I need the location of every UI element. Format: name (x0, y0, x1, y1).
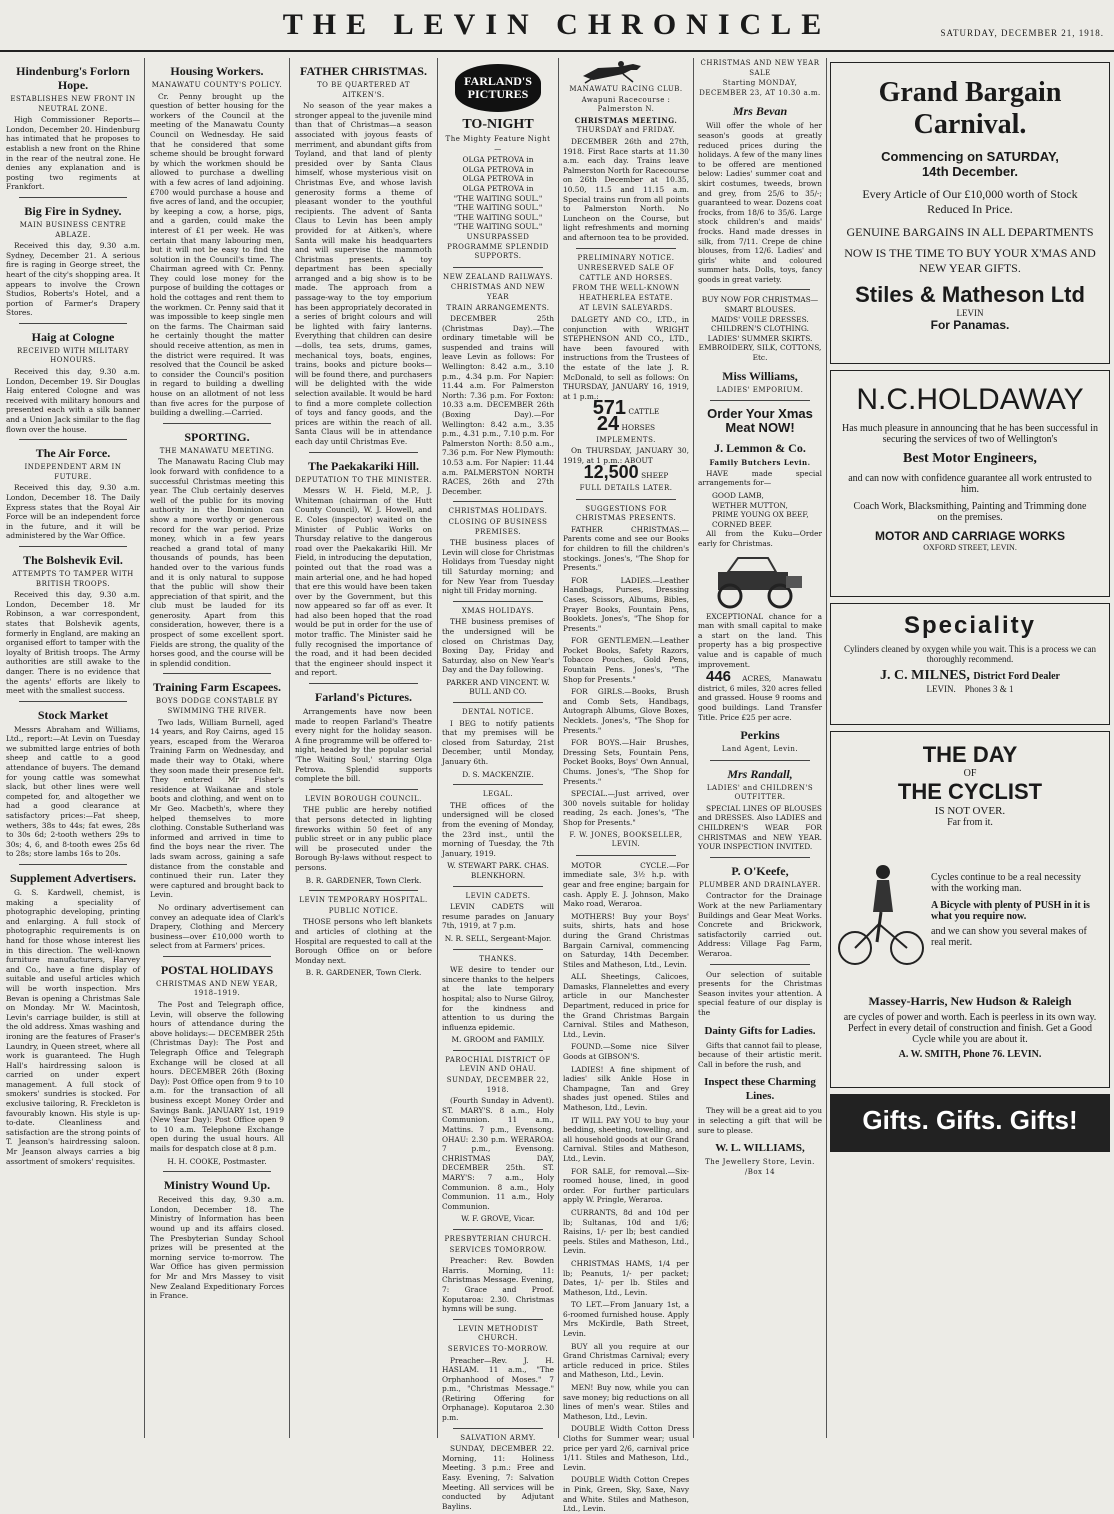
xmas-line: EMBROIDERY, SILK, COTTONS, Etc. (698, 343, 822, 363)
ww-name: W. L. WILLIAMS, (715, 1142, 805, 1155)
feature-line: OLGA PETROVA in (462, 155, 534, 165)
subhead: ESTABLISHES NEW FRONT IN NEUTRAL ZONE. (10, 95, 136, 113)
classified-ad: DOUBLE Width Cotton Crepes in Pink, Green, Sky, Saxe, Navy and White. Stiles and Matheson, Ltd., Levin. (563, 1475, 689, 1514)
notice-head: LEVIN BOROUGH COUNCIL. (305, 794, 422, 803)
feature-line: "THE WAITING SOUL." (453, 222, 543, 232)
masthead (0, 0, 1114, 52)
subhead: DEPUTATION TO THE MINISTER. (295, 475, 432, 484)
headline-haig: Haig at Cologne (31, 329, 115, 344)
suggestion-item: FOR GENTLEMEN.—Leather Pocket Books, Safety Razors, Tobacco Pouches, Gold Pens, Fountain Pens. Jones's, "The Shop for Presents." (563, 636, 689, 684)
farlands-logo: FARLAND'S PICTURES (455, 64, 541, 112)
masthead-date: SATURDAY, DECEMBER 21, 1918. (940, 28, 1104, 38)
cattle-count: 571 (592, 397, 627, 420)
meat-item: PRIME YOUNG OX BEEF, (712, 510, 809, 520)
sheep-count: 12,500 (583, 462, 639, 483)
headline-farlands: Farland's Pictures. (314, 690, 413, 705)
headline-air-force: The Air Force. (35, 446, 111, 461)
notice-body: THE public are hereby notified that persons detected in lighting fireworks within 50 feet of any public street or in any public place will be prosecuted under the Borough By-laws without respect to persons. (295, 805, 432, 872)
subhead: MAIN BUSINESS CENTRE ABLAZE. (19, 220, 127, 239)
ad-gifts-banner: Gifts. Gifts. Gifts! (830, 1094, 1110, 1152)
article-body: Two lads, William Burnell, aged 14 years, and Roy Cairns, aged 15 years, escaped from the Weraroa Training Farm on Wednesday, and made their way to Otaki, where they soon made their presence felt. They entered Mr Fisher's residence at Waikanae and stole boots and clothing, and went on to Mr Geo. Macbeth's, where they helped themselves to more clothing. Constable Sutherland was informed and arrived in time to find the boys near the river. The lads swam across, gaining a safe distance from the constable and continued their run. Later they were captured and brought back to Levin. (150, 717, 284, 900)
feature-line: OLGA PETROVA in (462, 164, 534, 174)
headline-ministry: Ministry Wound Up. (163, 1178, 271, 1193)
classified-ad: MEN! Buy now, while you can save money; big reductions on all lines of men's wear. Stiles and Matheson, Ltd., Levin. (563, 1383, 689, 1421)
article-body: Cr. Penny brought up the question of better housing for the workers of the Council at the meeting of the Manawatu County Council on Wednesday. He said that he considered that some scheme should be brought forward by which the workmen should be allowed to purchase a dwelling with a few acres of land adjoining. £700 would purchase a house and five acres of land, and the occupier, by keeping a cow, a horse, pigs, and a garden, could make the interest of £1 per week. He was certain that many labouring men, but it will not be easy to find the solution in the Council's time. The Chairman agreed with Cr. Penny. They could lose money for the purpose of building the cottages or hold the cottages and rent them to the workmen. Cr. Penny said that it was impossible to keep single men on the farms. The Chairman said he certainly thought the matter should receive attention, as men in the district were required. It was resolved that the Council be asked to consider the Council's position in regard to building a dwelling house on an allotment of not less than five acres for the purpose of building a dwelling.—Carried. (150, 91, 284, 418)
article-body: Received this day, 9.30 a.m. London, December 18. The Daily Express states that the Royal Air Force will be an independent force in the future, and it will be administered by the War Office. (6, 483, 140, 541)
notice-sub: PUBLIC NOTICE. (328, 906, 399, 915)
headline-escapees: Training Farm Escapees. (152, 680, 282, 695)
cyclist-illustration (837, 852, 927, 972)
headline-hindenburg: Hindenburg's Forlorn Hope. (16, 64, 130, 92)
column-1 (6, 58, 140, 1438)
article-body: Arrangements have now been made to reopen Farland's Theatre every night for the holiday season. A fine programme will be offered to-night, headed by the popular serial 'The Waiting Soul,' starring Olga Petrova. Splendid supports complete the bill. (295, 707, 432, 784)
classified-ad: FOR SALE, for removal.—Six-roomed house, lined, in good order. For further particulars apply W. Pringle, Weraroa. (563, 1166, 689, 1205)
subhead: ATTEMPTS TO TAMPER WITH BRITISH TROOPS. (12, 569, 134, 588)
subhead: THE MANAWATU MEETING. (159, 446, 275, 455)
column-2 (150, 58, 284, 1438)
article-body: High Commissioner Reports— London, December 20. Hindenburg has intimated that he proposes to establish a new front on the Rhine in the rear of the neutral zone. He denies any explanation and is posting two regiments at Frankfort. (6, 115, 140, 192)
classified-ads (563, 861, 689, 1514)
tonight-sub: The Mighty Feature Night— (445, 135, 551, 153)
article-body: Received this day, 9.30 a.m. Sydney, December 21. A serious fire is raging in George street, the heart of the city's shopping area. It appears to involve the Crown Studios, Roberts's Hotel, and a portion of Farmer's Drapery Stores. (6, 241, 140, 318)
article-body: No season of the year makes a stronger appeal to the juvenile mind than that of Christmas—a season associated with joyous feasts of merriment, and abundant gifts from Toyland, and that land of plenty presided over by Santa Claus himself, whose mysterious visit on Christmas Eve, and whose lavish generosity forms a theme of pleasant wonder to the youthful recipients. The advent of Santa Claus to Levin has been amply provided for at Aitken's, where Santa will make his headquarters and will supervise the mammoth Christmas presents. A toy department has been specially arranged and a big show is to be made. The approach from a passage-way to the toy emporium has been appropriately decorated in a series of bright colours and will be lighted with fairy lanterns. Everything that children can desire—dolls, tea sets, drums, games, mechanical toys, boats, engines, trains, books and picture books—will be found there, and purchasers will be delighted with the wide selection available. It would be hard to find a more complete collection of toys and fancy goods, and the prices are within the reach of all. Santa Claus will be in attendance each day until Christmas Eve. (295, 101, 432, 446)
feature-line: "THE WAITING SOUL." (453, 203, 543, 213)
subhead: TO BE QUARTERED AT AITKEN'S. (316, 81, 411, 99)
subhead: MANAWATU COUNTY'S POLICY. (151, 81, 283, 89)
headline-supplement: Supplement Advertisers. (10, 871, 136, 885)
headline-paekakariki: The Paekakariki Hill. (307, 458, 419, 473)
classified-ad: TO LET.—From January 1st, a 6-roomed furnished house. Apply Mrs McKirdle, Bath Street, Levin. (563, 1300, 689, 1339)
article-body: Received this day, 9.30 a.m. London, December 18. Mr Robinson, a war correspondent, states that Bolshevik agents, formerly in England, are making an organised effort to tamper with the loyalty of British troops. The Army authorities are still awake to the danger. There is no evidence that the agents' efforts are likely to meet with the smallest success. (6, 590, 140, 696)
race-head: MANAWATU RACING CLUB. (569, 85, 683, 93)
motor-car-illustration (698, 552, 822, 612)
perkins-name: Perkins (740, 728, 780, 743)
feature-line: OLGA PETROVA in (462, 183, 534, 193)
column-rule (693, 58, 694, 1438)
column-rule (437, 58, 438, 1438)
subhead: BOYS DODGE CONSTABLE BY SWIMMING THE RIVER. (155, 697, 279, 716)
xmas-line: LADIES' SUMMER SKIRTS. (707, 333, 813, 343)
inspect-lines: Inspect these Charming Lines. (704, 1076, 816, 1103)
classified-ad: MOTOR CYCLE.—For immediate sale, 3½ h.p. with gear and free engine; bargain for cash. Apply E. J. Johnson, Mako Mako road, Weraroa. (563, 860, 689, 909)
xmas-line: SMART BLOUSES. (724, 305, 796, 315)
headline-stock-market: Stock Market (37, 707, 109, 722)
subhead: RECEIVED WITH MILITARY HONOURS. (17, 346, 129, 365)
suggestion-item: FOR GIRLS.—Books, Brush and Comb Sets, Handbags, Autograph Albums, Glove Boxes, Necklets. Jones's, "The Shop for Presents." (563, 687, 689, 735)
headline-father-christmas: FATHER CHRISTMAS. (300, 64, 427, 78)
rail-body: DECEMBER 25th (Christmas Day).—The ordinary timetable will be suspended and trains will leave Levin as follows: For Wellington: 8.42 a.m., 3.10 p.m., 4.34 p.m. For Napier: 11.44 a.m. For Palmerston North: 7.36 p.m. For Foxton: 10.33 a.m. DECEMBER 26th (Boxing Day).—For Wellington: 8.42 a.m., 3.35 p.m., 4.31 p.m., 7.10 p.m. For Palmerston North: 8.50 a.m., 7.36 p.m. For New Plymouth: 10.53 a.m. For Napier: 11.44 a.m. PALMERSTON NORTH RACES, 26th and 27th December. (442, 314, 554, 496)
classified-ad: BUY all you require at our Grand Christmas Carnival; every article reduced in price. Stiles and Matheson, Ltd., Levin. (563, 1341, 689, 1380)
feature-line: "THE WAITING SOUL." (453, 193, 543, 203)
classified-ad: CURRANTS, 8d and 10d per lb; Sultanas, 10d and 1/6; Raisins, 1/- per lb; best candied peels. Stiles and Matheson, Ltd., Levin. (563, 1207, 689, 1256)
rail-head: NEW ZEALAND RAILWAYS. (443, 272, 553, 281)
headline-bolshevik: The Bolshevik Evil. (23, 552, 123, 567)
suggestion-item: FATHER CHRISTMAS.—Parents come and see our Books for children to fill the children's stockings. Jones's, "The Shop for Presents." (563, 524, 689, 573)
xmas-line: BUY NOW FOR CHRISTMAS— (701, 295, 819, 305)
meat-item: GOOD LAMB, (712, 491, 764, 500)
article-body: The Manawatu Racing Club may look forward with confidence to a successful Christmas meeting this year. The Club certainly deserves well of the public for its moving authority in the Dominion can show a more worthy or generous record for the war period. Prize money, which in a few years reached a grand total of many thousands of pounds, has been handed over to the various funds and it is only natural to suppose that the public will show their appreciation of that spirit, and the club must be lauded for its generosity. Apart from this consideration, however, there is a prospect of some excellent sport. Fields are strong, the quality of the horses good, and the course will be in splendid condition. (150, 457, 284, 668)
article-body: G. S. Kardwell, chemist, is making a speciality of photographic developing, printing and enlarging. A full stock of photographic requirements is on hand for those whose interest lies in this direction. The well-known furniture manufacturers, Harvey and Co., have a fine display of suitable and useful articles which will be worth inspection. Mrs Bevan is opening a Christmas Sale on Monday. Mr W. Macintosh, Levin's carriage builder, is still at the old address. Xmas washing and ironing are the features of Fraser's Laundry, in Queen street, where all work is guaranteed. The Hugh Hall's hairdressing saloon is carried on under expert management. A full stock of smokers' sundries is stocked. For exclusive tailoring, R. Freckleton is favourably known. His style is up-to-date. Cleanliness and satisfaction are the strong points of T. Jeanson's hairdressing saloon. Mr Jeanson always carries a big assortment of smokers' requisites. (6, 888, 140, 1166)
feature-line: OLGA PETROVA in (462, 174, 534, 184)
williams-name: Miss Williams, (722, 368, 798, 383)
acres-count: 446 (706, 668, 732, 686)
classified-ad: IT WILL PAY YOU to buy your bedding, sheeting, towelling, and all household goods at our Grand Carnival. Stiles and Matheson, Ltd., Levin. (563, 1115, 689, 1163)
headline-fire: Big Fire in Sydney. (24, 203, 122, 218)
tonight-heading: TO-NIGHT (462, 117, 534, 132)
article-body: Received this day, 9.30 a.m. London, December 19. Sir Douglas Haig entered Cologne and was received with military honours and presented each with a silk banner and a Union Jack similar to the flag flown over the house. (6, 367, 140, 434)
suggestion-item: SPECIAL.—Just arrived, over 300 novels suitable for holiday reading, 2s each. Jones's, "The Shop for Presents." (563, 789, 689, 827)
masthead-title: THE LEVIN CHRONICLE (282, 8, 832, 41)
suggestion-item: FOR LADIES.—Leather Handbags, Purses, Dressing Cases, Scissors, Albums, Bibles, Prayer Books, Fountain Pens, Booklets. Jones's, "The Shop for Presents." (563, 575, 689, 633)
racehorse-illustration (563, 58, 683, 84)
column-5: MANAWATU RACING CLUB. Awapuni Racecourse : Palmerston N. CHRISTMAS MEETING. THURSDAY and FRIDAY. DECEMBER 26th and 27th, 1918. First Race starts at 11.30 a.m. each day. Trains leave Palmerston North for Racecourse on 26th December at 10.35, 10.50, 11.5 and 11.15 a.m. Special trains run from all points to Palmerston North. No Luncheon on the Course, but light refreshments and morning and afternoon tea to be provided. PRELIMINARY NOTICE. UNRESERVED SALE OF CATTLE AND HORSES. FROM THE WELL-KNOWN HEATHERLEA ESTATE. AT LEVIN SALEYARDS. DALGETY AND CO., LTD., in conjunction with WRIGHT STEPHENSON AND CO., LTD., have been favoured with instructions from the Trustees of the estate of the late J. R. McDonald, to sell as follows: On THURSDAY, JANUARY 16, 1919, at 1 p.m.: 571 CATTLE 24 HORSES IMPLEMENTS. On THURSDAY, JANUARY 30, 1919, at 1 p.m.: ABOUT 12,500 SHEEP FULL DETAILS LATER. SUGGESTIONS FOR CHRISTMAS PRESENTS. FATHER CHRISTMAS.—Parents come and see our Books for children to fill the children's stockings. Jones's, "The Shop for Presents." FOR LADIES.—Leather Handbags, Purses, Dressing Cases, Scissors, Albums, Bibles, Prayer Books, Fountain Pens, Booklets. Jones's, "The Shop for Presents." FOR GENTLEMEN.—Leather Pocket Books, Safety Razors, Tobacco Pouches, Gold Pens, Fountain Pens. Jones's, "The Shop for Presents." FOR GIRLS.—Books, Brush and Comb Sets, Handbags, Autograph Albums, Glove Boxes, Necklets. Jones's, "The Shop for Presents." FOR BOYS.—Hair Brushes, Dressing Sets, Fountain Pens, Pocket Books, Boys' Own Annual, Chums. Jones's, "The Shop for Presents." SPECIAL.—Just arrived, over 300 novels suitable for holiday reading, 2s each. Jones's, "The Shop for Presents." F. W. JONES, BOOKSELLER, LEVIN. MOTOR CYCLE.—For immediate sale, 3½ h.p. with gear and free engine; bargain for cash. Apply E. J. Johnson, Mako Mako road, Weraroa. MOTHERS! Buy your Boys' suits, shirts, hats and hose during the Grand Christmas Bargain Carnival, commencing on Saturday, 14th December. Stiles and Matheson, Ltd., Levin. ALL Sheetings, Calicoes, Damasks, Flannelettes and every article in our Manchester Department, reduced in price for the Grand Christmas Bargain Carnival. Stiles and Matheson, Ltd., Levin. FOUND.—Some nice Silver Goods at GIBSON'S. LADIES! A fine shipment of ladies' silk Ankle Hose in Champagne, Tan and Grey shades just opened. Stiles and Matheson, Ltd., Levin. IT WILL PAY YOU to buy your bedding, sheeting, towelling, and all household goods at our Grand Carnival. Stiles and Matheson, Ltd., Levin. FOR SALE, for removal.—Six-roomed house, lined, in good order. For further particulars apply W. Pringle, Weraroa. CURRANTS, 8d and 10d per lb; Sultanas, 10d and 1/6; Raisins, 1/- per lb; best candied peels. Stiles and Matheson, Ltd., Levin. CHRISTMAS HAMS, 1/4 per lb; Peanuts, 1/- per packet; Dates, 1/- per lb. Stiles and Matheson, Ltd., Levin. TO LET.—From January 1st, a 6-roomed furnished house. Apply Mrs McKirdle, Bath Street, Levin. BUY all you require at our Grand Christmas Carnival; every article reduced in price. Stiles and Matheson, Ltd., Levin. MEN! Buy now, while you can save money; big reductions on all lines of men's wear. Stiles and Matheson, Ltd., Levin. DOUBLE Width Cotton Dress Cloths for Summer wear; usual price per yard 2/6, carnival price 1/11. Stiles and Matheson, Ltd., Levin. DOUBLE Width Cotton Crepes in Pink, Green, Sky, Saxe, Navy and White. Stiles and Matheson, Ltd., Levin. (563, 58, 689, 1438)
suggestions-list (563, 525, 689, 828)
article-body: Messrs W. H. Field, M.P., J. Whiteman (chairman of the Hutt County Council), W. J. Howell, and E. Coles (inspector) waited on the Minister of Public Works on Thursday relative to the dangerous road over the Paekakariki Hill. Mr Field, in introducing the deputation, pointed out that the road was a main arterial one, and he had hoped that ere this would have been taken over by the Government, but this now appeared so far off as ever. It had also been hoped that the road would be put in order for the use of motor traffic. The Minister said he fully recognised the importance of the road, and it had been decided that the engineer should inspect it and report. (295, 486, 432, 678)
headline-postal: POSTAL HOLIDAYS (160, 962, 274, 977)
column-3 (295, 58, 432, 1438)
column-rule (144, 58, 145, 1438)
bevan-name: Mrs Bevan (732, 104, 788, 119)
subhead: CHRISTMAS AND NEW YEAR, 1918–1919. (156, 979, 278, 998)
feature-lines (442, 155, 554, 232)
classified-ad: LADIES! A fine shipment of ladies' silk Ankle Hose in Champagne, Tan and Grey shades just opened. Stiles and Matheson, Ltd., Levin. (563, 1064, 689, 1112)
subhead: INDEPENDENT ARM IN FUTURE. (24, 463, 122, 481)
classified-ad: MOTHERS! Buy your Boys' suits, shirts, hats and hose during the Grand Christmas Bargain Carnival, commencing on Saturday, 14th December. Stiles and Matheson, Ltd., Levin. (563, 911, 689, 969)
okeefe-name: P. O'Keefe, (731, 863, 789, 878)
stiles-matheson: Stiles & Matheson Ltd (855, 282, 1085, 307)
meat-items (698, 491, 822, 529)
column-4: FARLAND'S PICTURES TO-NIGHT The Mighty Feature Night— OLGA PETROVA in OLGA PETROVA in OLGA PETROVA in OLGA PETROVA in "THE WAITING SOUL." "THE WAITING SOUL." "THE WAITING SOUL." "THE WAITING SOUL." UNSURPASSED PROGRAMME SPLENDID SUPPORTS. NEW ZEALAND RAILWAYS. CHRISTMAS AND NEW YEAR TRAIN ARRANGEMENTS. DECEMBER 25th (Christmas Day).—The ordinary timetable will be suspended and trains will leave Levin as follows: For Wellington: 8.42 a.m., 3.10 p.m., 4.34 p.m. For Napier: 11.44 a.m. For Palmerston North: 7.36 p.m. For Foxton: 10.33 a.m. DECEMBER 26th (Boxing Day).—For Wellington: 8.42 a.m., 3.35 p.m., 4.31 p.m., 7.10 p.m. For Palmerston North: 8.50 a.m., 7.36 p.m. For New Plymouth: 10.53 a.m. For Napier: 11.44 a.m. PALMERSTON NORTH RACES, 26th and 27th December. CHRISTMAS HOLIDAYS. CLOSING OF BUSINESS PREMISES. THE business places of Levin will close for Christmas Holidays from Tuesday night till Saturday morning; and for New Year from Tuesday night till Friday morning. XMAS HOLIDAYS. THE business premises of the undersigned will be closed on Christmas Day, Boxing Day, Friday and Saturday, also on New Year's Day and the Day following. PARKER AND VINCENT. W. BULL AND CO. DENTAL NOTICE. I BEG to notify patients that my premises will be closed from Saturday, 21st December, until Monday, January 6th. D. S. MACKENZIE. LEGAL. THE offices of the undersigned will be closed from the evening of Monday, the 23rd inst., until the morning of Tuesday, the 7th January, 1919. W. STEWART PARK. CHAS. BLENKHORN. LEVIN CADETS. LEVIN CADETS will resume parades on January 7th, 1919, at 7 p.m. N. R. SELL, Sergeant-Major. THANKS. WE desire to tender our sincere thanks to the helpers at the late temporary hospital; also to Nurse Gilroy, for the kindness and attention to us during the influenza epidemic. M. GROOM and FAMILY. PAROCHIAL DISTRICT OF LEVIN AND OHAU. SUNDAY, DECEMBER 22, 1918. (Fourth Sunday in Advent). ST. MARY'S. 8 a.m., Holy Communion. 11 a.m., Mattins. 7 p.m., Evensong. OHAU: 2.30 p.m. WERAROA: 7 p.m., Evensong. CHRISTMAS DAY, DECEMBER 25th. ST. MARY'S: 7 a.m., Holy Communion. 8 a.m., Holy Communion. 11 a.m., Holy Communion. W. F. GROVE, Vicar. PRESBYTERIAN CHURCH. SERVICES TOMORROW. Preacher: Rev. Bowden Harris. Morning, 11: Christmas Message. Evening, 7: Grace and Proof. Koputaroa: 2.30. Christmas hymns will be sung. LEVIN METHODIST CHURCH. SERVICES TO-MORROW. Preacher—Rev. J. H. HASLAM. 11 a.m., "The Orphanhood of Moses." 7 p.m., "Christmas Message." (Retiring Offering for Orphanage). Koputaroa 2.30 p.m. SALVATION ARMY. SUNDAY, DECEMBER 22. Morning, 11: Holiness Meeting. 3 p.m.: Free and Easy. Evening, 7: Salvation Meeting. All services will be conducted by Adjutant Baylins. (442, 58, 554, 1438)
meat-item: CORNED BEEF. (712, 519, 772, 529)
headline-housing: Housing Workers. (170, 64, 264, 78)
article-note: No ordinary advertisement can convey an adequate idea of Clark's Drapery, Clothing and Mercery business—over £10,000 worth to select from at Farmers' prices. (150, 902, 284, 951)
ad-grand-bargain-carnival: Grand Bargain Carnival. Commencing on SATURDAY, 14th December. Every Article of Our £10,000 worth of Stock Reduced In Price. GENUINE BARGAINS IN ALL DEPARTMENTS NOW IS THE TIME TO BUY YOUR X'MAS AND NEW YEAR GIFTS. Stiles & Matheson Ltd LEVIN For Panamas. (830, 62, 1110, 364)
article-body: Messrs Abraham and Williams, Ltd., report:—At Levin on Tuesday we submitted large entries of both sheep and cattle to a good attendance of buyers. The demand for young cattle was somewhat slack, but other lines were well competed for, and altogether we had a good clearance at satisfactory prices:—Fat sheep, wethers, 38s to 44s; fat ewes, 28s to 30s 6d; 2-tooth wethers 29s to 30s; 4, 6, and 8-tooth ewes 25s 6d to 28s; store lambs 16s to 20s. (6, 724, 140, 859)
feature-line: "THE WAITING SOUL." (453, 212, 543, 222)
classified-ad: DOUBLE Width Cotton Dress Cloths for Summer wear; usual price per yard 2/6, carnival price 1/11. Stiles and Matheson, Ltd., Levin. (563, 1424, 689, 1472)
randall-name: Mrs Randall, (727, 766, 793, 781)
meat-item: WETHER MUTTON, (712, 500, 788, 510)
signature: B. R. GARDENER, Town Clerk. (305, 875, 422, 885)
signature: H. H. COOKE, Postmaster. (167, 1156, 267, 1166)
column-6: CHRISTMAS AND NEW YEAR SALE Starting MONDAY, DECEMBER 23, AT 10.30 a.m. Mrs Bevan Will offer the whole of her season's goods at greatly reduced prices during the holidays. A few of the many lines to be offered are mentioned below: Ladies' summer coat and skirt costumes, tweeds, brown and grey, from 25/6 to 35/-; guaranteed to wear. Dozens coat frocks, from 18/6 to 35/6. Large stock children's and maids' frocks. Hand made dresses in silk, from 7/11. Crepe de chine blouses, from 12/6. Ladies' and girls' white and coloured summer hats. Dolls, toys, fancy goods in great variety. BUY NOW FOR CHRISTMAS— SMART BLOUSES. MAIDS' VOILE DRESSES. CHILDREN'S CLOTHING. LADIES' SUMMER SKIRTS. EMBROIDERY, SILK, COTTONS, Etc. Miss Williams, LADIES' EMPORIUM. Order Your Xmas Meat NOW! J. Lemmon & Co. Family Butchers Levin. HAVE made special arrangements for— GOOD LAMB, WETHER MUTTON, PRIME YOUNG OX BEEF, CORNED BEEF. All from the Kuku—Order early for Christmas. EXCEPTIONAL chance for a man with small capital to make a start on the land. This property has a big prospective value and is capable of much improvement. 446 ACRES, Manawatu district, 6 miles, 320 acres felled and grassed. House 9 rooms and good buildings. Land Transfer Title. Price £25 per acre. Perkins Land Agent, Levin. Mrs Randall, LADIES' and CHILDREN'S OUTFITTER. SPECIAL LINES OF BLOUSES and DRESSES. Also LADIES and CHILDREN'S WEAR FOR CHRISTMAS and NEW YEAR. YOUR INSPECTION INVITED. P. O'Keefe, PLUMBER AND DRAINLAYER. Contractor for the Drainage Work at the new Parliamentary Buildings and Gear Meat Works. Concrete and Brickwork, satisfactorily carried out. Address: Village Fag Farm, Weraroa. Our selection of suitable presents for the Christmas Season invites your attention. A special feature of our display is the Dainty Gifts for Ladies. Gifts that cannot fail to please, because of their artistic merit. Call in before the rush, and Inspect these Charming Lines. They will be a great aid to you in selecting a gift that will be sure to please. W. L. WILLIAMS, The Jewellery Store, Levin. /Box 14 (698, 59, 822, 1176)
headline-sporting: SPORTING. (184, 429, 250, 444)
column-rule (558, 58, 559, 1438)
article-body: The Post and Telegraph office, Levin, will observe the following hours of attendance during the above holidays:— DECEMBER 25th (Christmas Day): The Post and Telegraph Office and Telegraph Exchange will be closed at all hours. DECEMBER 26th (Boxing Day): Post Office open from 9 to 10 a.m. for the transaction of all business except Money Order and Savings Bank. JANUARY 1st, 1919 (New Year Day): Post Office open 9 to 10 a.m. Telephone Exchange open during the usual hours. All mails for despatch close at 8 p.m. (150, 1000, 284, 1153)
classified-ad: ALL Sheetings, Calicoes, Damasks, Flannelettes and every article in our Manchester Department, reduced in price for the Grand Christmas Bargain Carnival. Stiles and Matheson, Ltd., Levin. (563, 972, 689, 1039)
feature-support: UNSURPASSED PROGRAMME SPLENDID SUPPORTS. (447, 232, 549, 261)
classified-ad: CHRISTMAS HAMS, 1/4 per lb; Peanuts, 1/- per packet; Dates, 1/- per lb. Stiles and Matheson, Ltd., Levin. (563, 1258, 689, 1297)
article-body: Received this day, 9.30 a.m. London, December 18. The Ministry of Information has been wound up and its affairs closed. The Presbyterian Sunday School prizes will be presented at the morning service to-morrow. The War Office has given permission for Mr and Mrs Massey to visit New Zealand Expeditionary Forces in France. (150, 1195, 284, 1301)
column-rule (826, 58, 827, 1438)
notice-body: THOSE persons who left blankets and articles of clothing at the Hospital are requested to call at the Borough Office on or before Monday next. (295, 917, 432, 965)
suggestion-item: FOR BOYS.—Hair Brushes, Dressing Sets, Fountain Pens, Pocket Books, Boys' Own Annual, Chums. Jones's, "The Shop for Presents." (563, 738, 689, 786)
xmas-line: MAIDS' VOILE DRESSES. (711, 314, 809, 324)
column-rule (289, 58, 290, 1438)
order-meat-heading: Order Your Xmas Meat NOW! (707, 406, 813, 436)
classified-ad: FOUND.—Some nice Silver Goods at GIBSON'S. (563, 1042, 689, 1062)
ad-holdaway: N.C.HOLDAWAY Has much pleasure in announcing that he has been successful in securing the services of two of Wellington's Best Motor Engineers, and can now with confidence guarantee all work entrusted to him. Coach Work, Blacksmithing, Painting and Trimming done on the premises. MOTOR AND CARRIAGE WORKS OXFORD STREET, LEVIN. (830, 370, 1110, 597)
ad-cyclist: THE DAY OF THE CYCLIST IS NOT OVER. Far from it. Cycles continue to be a real necessity with the working man. A Bicycle with plenty of PUSH in it is what you require now. and we can show you several makes of real merit. Massey-Harris, New Hudson & Raleigh are cycles of power and worth. Each is peerless in its own way. Perfect in every detail of construction and finish. Get a Good Cycle while you are about it. A. W. SMITH, Phone 76. LEVIN. (830, 731, 1110, 1088)
ad-milnes: Speciality Cylinders cleaned by oxygen while you wait. This is a process we can thoroughly recommend. J. C. MILNES, District Ford Dealer LEVIN. Phones 3 & 1 (830, 603, 1110, 725)
notice-head: LEVIN TEMPORARY HOSPITAL. (299, 896, 428, 905)
dainty-gifts: Dainty Gifts for Ladies. (704, 1024, 816, 1037)
signature: B. R. GARDENER, Town Clerk. (305, 968, 422, 978)
xmas-lines (698, 295, 822, 362)
xmas-line: CHILDREN'S CLOTHING. (710, 324, 810, 334)
lemmon-name: J. Lemmon & Co. (714, 441, 806, 456)
horse-count: 24 (596, 413, 620, 435)
